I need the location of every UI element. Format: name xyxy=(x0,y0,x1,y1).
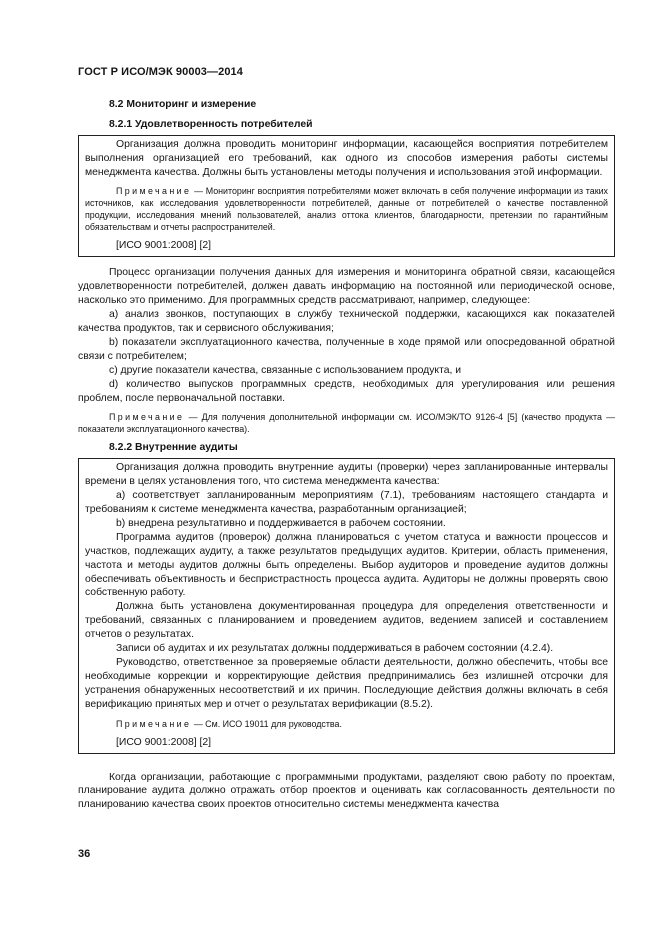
subsection-title-8-2-2: 8.2.2 Внутренние аудиты xyxy=(109,442,238,454)
document-header: ГОСТ Р ИСО/МЭК 90003—2014 xyxy=(78,66,243,78)
paragraph-feedback: Процесс организации получения данных для измерения и мониторинга обратной связи, касающейся удовлетворенности потребителей, должен давать информацию на постоянной или периодической основе, насколько это применимо. Для программных средств рассматривают, например, следующее: xyxy=(78,267,615,307)
list-item: b) показатели эксплуатационного качества, полученные в ходе прямой или опосредованной обратной связи с потребителем; xyxy=(78,336,615,362)
box-paragraph: Организация должна проводить внутренние аудиты (проверки) через запланированные интервалы времени в целях установления того, что система менеджмента качества: xyxy=(85,462,608,488)
note-text: — См. ИСО 19011 для руководства. xyxy=(191,718,342,729)
box-paragraph: Должна быть установлена документированная процедура для определения ответственности и требований, связанных с планированием и проведением аудитов, ведением записей и составлением отчетов о результатах. xyxy=(85,601,608,641)
list-item: а) анализ звонков, поступающих в службу технической поддержки, касающихся как показателей качества продуктов, так и сервисного обслуживания; xyxy=(78,309,615,334)
list-item: b) внедрена результативно и поддерживается в рабочем состоянии. xyxy=(116,517,446,529)
quote-box-iso9001-8-2-1 xyxy=(78,135,615,258)
box-note xyxy=(85,185,608,233)
box-note xyxy=(85,718,608,730)
note-text: — Мониторинг восприятия потребителями может включать в себя получение информации из таких источников, как исследования удовлетворенности потребителей, данные от потребителей о качестве поставленной продукции, исследования мнений пользователей, анализ оттока клиентов, благодарности, претензии по гарантийным обязательствам и отчеты распространителей. xyxy=(85,186,608,233)
section-title: 8.2 Мониторинг и измерение xyxy=(109,98,257,110)
list-item: d) количество выпусков программных средств, необходимых для урегулирования или решения проблем, после первоначальной поставки. xyxy=(78,378,615,404)
list-item: а) соответствует запланированным мероприятиям (7.1), требованиям настоящего стандарта и требованиям к системе менеджмента качества, разработанным организацией; xyxy=(85,490,608,516)
quote-box-iso9001-8-2-2 xyxy=(78,458,615,753)
note xyxy=(78,411,615,435)
list-item: с) другие показатели качества, связанные с использованием продукта, и xyxy=(109,364,462,376)
paragraph-projects: Когда организации, работающие с программными продуктами, разделяют свою работу по проектам, планирование аудита должно отражать отбор проектов и оценивать как согласованность деятельности по планированию качества своих проектов относительно системы менеджмента качества xyxy=(78,771,615,811)
note-label: Примечание xyxy=(116,718,192,729)
note-label: Примечание xyxy=(109,412,185,423)
box-paragraph: Записи об аудитах и их результатах должны поддерживаться в рабочем состоянии (4.2.4). xyxy=(116,643,554,655)
box-paragraph: Программа аудитов (проверок) должна планироваться с учетом статуса и важности процессов и участков, подлежащих аудиту, а также результатов предыдущих аудитов. Критерии, область применения, частота и методы аудитов должны быть определены. Выбор аудиторов и проведение аудитов должны обеспечивать объективность и беспристрастность процесса аудита. Аудиторы не должны проверять свою собственную работу. xyxy=(85,531,608,599)
box-paragraph: Организация должна проводить мониторинг информации, касающейся восприятия потребителем выполнения организацией его требований, как одного из способов измерения работы системы менеджмента качества. Должны быть установлены методы получения и использования этой информации. xyxy=(85,138,608,178)
box-paragraph: Руководство, ответственное за проверяемые области деятельности, должно обеспечить, чтобы все необходимые коррекции и корректирующие действия предпринимались без излишней отсрочки для устранения обнаруженных несоответствий и их причин. Последующие действия должны включать в себя верификацию принятых мер и отчет о результатах верификации (8.5.2). xyxy=(85,657,608,710)
page-number: 36 xyxy=(78,848,91,860)
note-text: — Для получения дополнительной информации см. ИСО/МЭК/ТО 9126-4 [5] (качество продукта — показатели эксплуатационного качества). xyxy=(78,412,615,435)
box-reference: [ИСО 9001:2008] [2] xyxy=(116,736,212,748)
box-reference: [ИСО 9001:2008] [2] xyxy=(116,240,212,252)
note-label: Примечание xyxy=(116,186,192,197)
subsection-title-8-2-1: 8.2.1 Удовлетворенность потребителей xyxy=(109,118,313,130)
